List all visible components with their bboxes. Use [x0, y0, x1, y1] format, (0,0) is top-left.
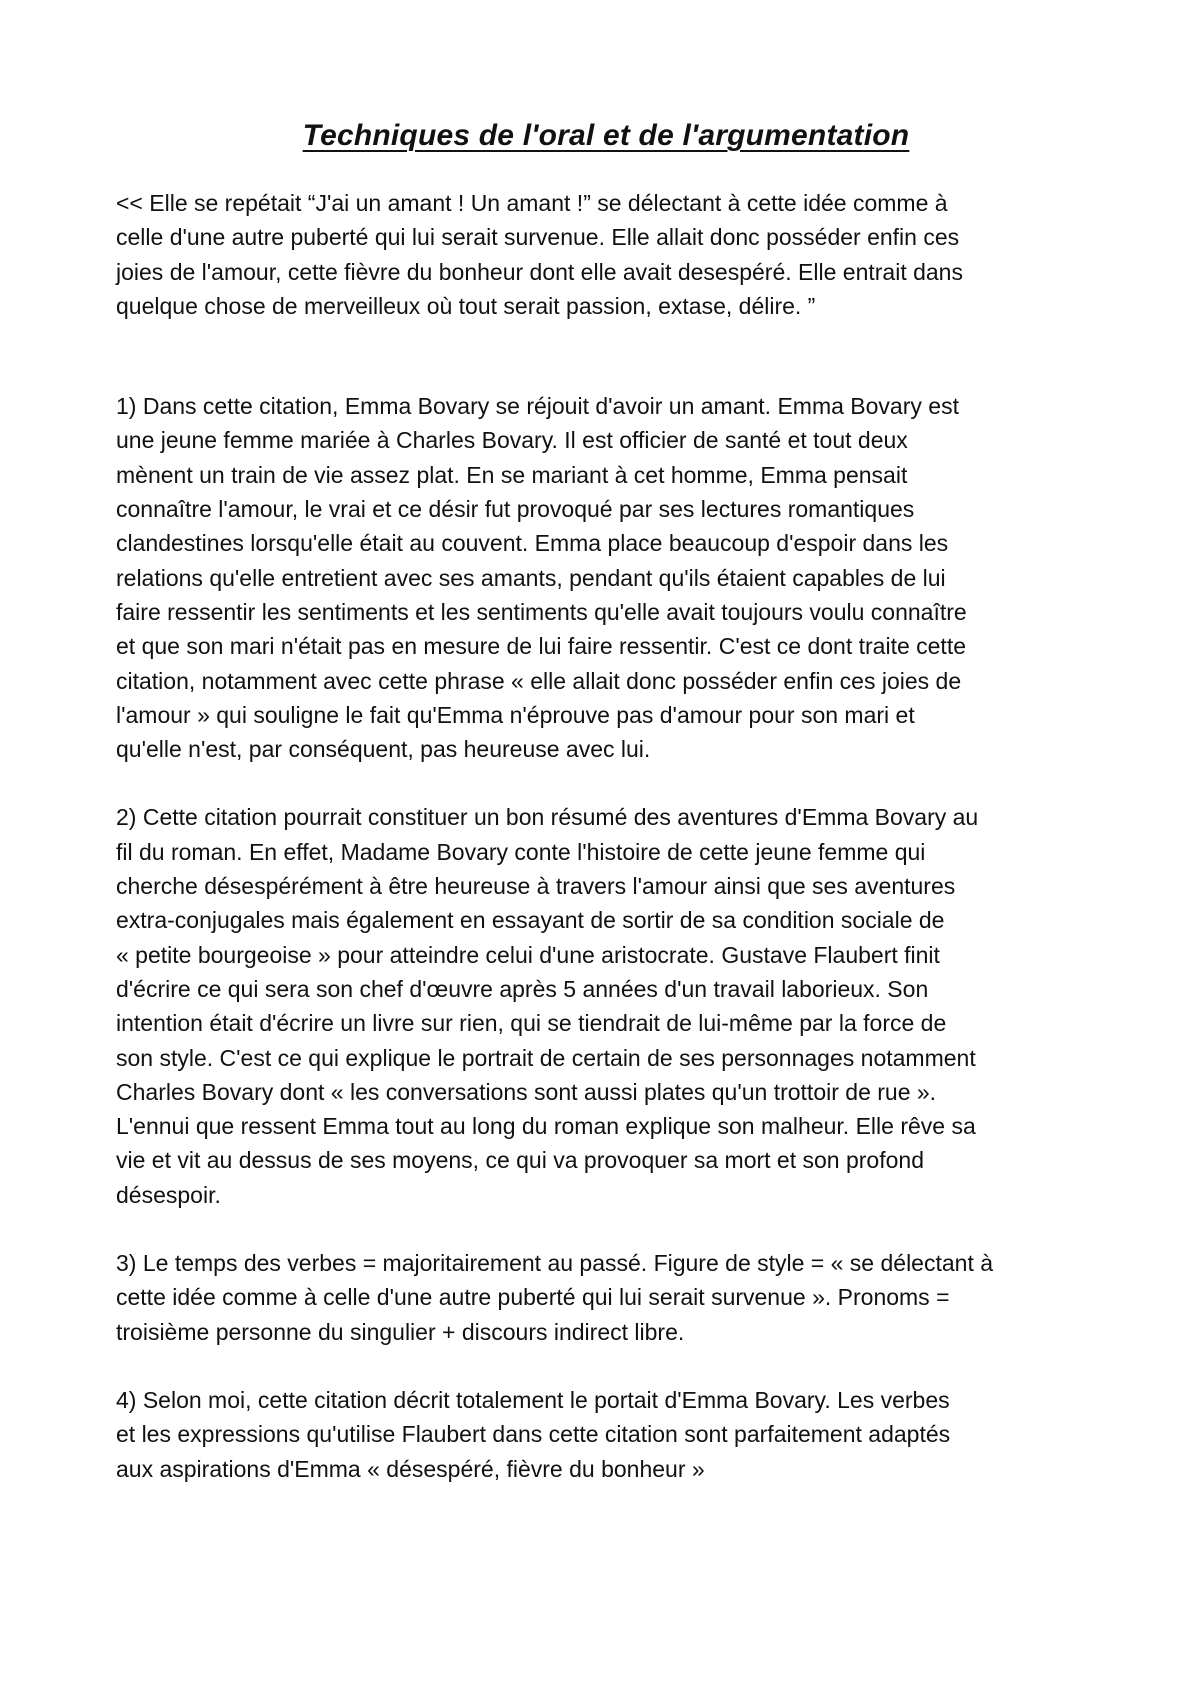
answer-3-paragraph — [116, 1246, 1096, 1349]
answer-2-paragraph — [116, 800, 1096, 1212]
answer-2-line: son style. C'est ce qui explique le portrait de certain de ses personnages notamment — [116, 1044, 976, 1071]
answer-1-line: une jeune femme mariée à Charles Bovary. Il est officier de santé et tout deux — [116, 427, 908, 454]
answer-4-paragraph — [116, 1383, 1096, 1486]
answer-2-line: cherche désespérément à être heureuse à travers l'amour ainsi que ses aventures — [116, 873, 956, 900]
answer-1-line: clandestines lorsqu'elle était au couvent. Emma place beaucoup d'espoir dans les — [116, 530, 949, 557]
answer-2-line: fil du roman. En effet, Madame Bovary conte l'histoire de cette jeune femme qui — [116, 838, 926, 865]
answer-2-line: L'ennui que ressent Emma tout au long du roman explique son malheur. Elle rêve sa — [116, 1113, 976, 1140]
document-page — [116, 112, 1096, 1486]
answer-1-line: faire ressentir les sentiments et les sentiments qu'elle avait toujours voulu connaître — [116, 598, 967, 625]
answer-2-line: 2) Cette citation pourrait constituer un bon résumé des aventures d'Emma Bovary au — [116, 804, 979, 831]
answer-2-line: Charles Bovary dont « les conversations sont aussi plates qu'un trottoir de rue ». — [116, 1078, 937, 1105]
quote-line: quelque chose de merveilleux où tout serait passion, extase, délire. ” — [116, 292, 816, 319]
answer-2-line: extra-conjugales mais également en essayant de sortir de sa condition sociale de — [116, 907, 945, 934]
answer-3-line: troisième personne du singulier + discours indirect libre. — [116, 1318, 685, 1345]
answer-1-line: citation, notamment avec cette phrase « elle allait donc posséder enfin ces joies de — [116, 667, 962, 694]
spacer — [116, 766, 1096, 800]
answer-1-line: connaître l'amour, le vrai et ce désir fut provoqué par ses lectures romantiques — [116, 496, 915, 523]
answer-2-line: « petite bourgeoise » pour atteindre celui d'une aristocrate. Gustave Flaubert finit — [116, 941, 940, 968]
answer-1-line: mènent un train de vie assez plat. En se mariant à cet homme, Emma pensait — [116, 461, 908, 488]
answer-2-line: désespoir. — [116, 1181, 221, 1208]
quote-line: joies de l'amour, cette fièvre du bonheur dont elle avait desespéré. Elle entrait dans — [116, 258, 963, 285]
document-title: Techniques de l'oral et de l'argumentation — [302, 119, 910, 152]
quote-line: << Elle se repétait “J'ai un amant ! Un amant !” se délectant à cette idée comme à — [116, 190, 948, 216]
quote-paragraph — [116, 186, 1096, 323]
answer-1-paragraph — [116, 389, 1096, 766]
answer-1-line: 1) Dans cette citation, Emma Bovary se réjouit d'avoir un amant. Emma Bovary est — [116, 393, 959, 420]
answer-1-line: l'amour » qui souligne le fait qu'Emma n'éprouve pas d'amour pour son mari et — [116, 701, 915, 728]
answer-4-line: et les expressions qu'utilise Flaubert dans cette citation sont parfaitement adaptés — [116, 1421, 951, 1448]
answer-2-line: intention était d'écrire un livre sur rien, qui se tiendrait de lui-même par la force de — [116, 1010, 947, 1037]
spacer — [116, 1349, 1096, 1383]
answer-1-line: et que son mari n'était pas en mesure de lui faire ressentir. C'est ce dont traite cette — [116, 633, 967, 660]
answer-3-line: 3) Le temps des verbes = majoritairement au passé. Figure de style = « se délectant à — [116, 1250, 994, 1277]
answer-1-line: relations qu'elle entretient avec ses amants, pendant qu'ils étaient capables de lui — [116, 564, 946, 591]
quote-line: celle d'une autre puberté qui lui serait survenue. Elle allait donc posséder enfin ces — [116, 224, 960, 251]
answer-2-line: vie et vit au dessus de ses moyens, ce qui va provoquer sa mort et son profond — [116, 1147, 924, 1174]
spacer — [116, 1212, 1096, 1246]
spacer — [116, 323, 1096, 389]
answer-4-line: aux aspirations d'Emma « désespéré, fièvre du bonheur » — [116, 1455, 705, 1482]
answer-1-line: qu'elle n'est, par conséquent, pas heureuse avec lui. — [116, 736, 651, 763]
answer-4-line: 4) Selon moi, cette citation décrit totalement le portait d'Emma Bovary. Les verbes — [116, 1386, 950, 1413]
answer-2-line: d'écrire ce qui sera son chef d'œuvre après 5 années d'un travail laborieux. Son — [116, 975, 929, 1002]
answer-3-line: cette idée comme à celle d'une autre puberté qui lui serait survenue ». Pronoms = — [116, 1284, 950, 1311]
